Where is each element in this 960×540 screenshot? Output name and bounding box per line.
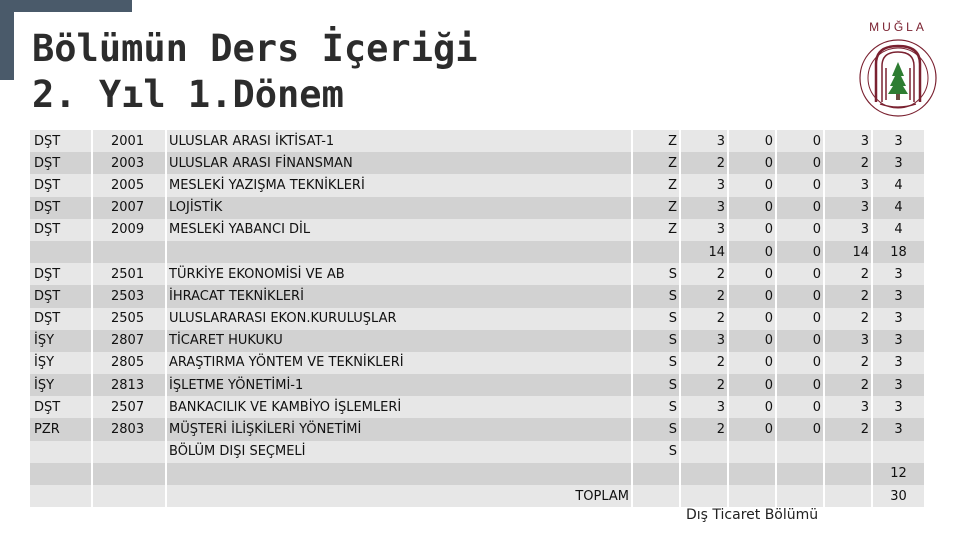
course-prefix-cell: DŞT: [30, 130, 92, 152]
course-name-cell: İŞLETME YÖNETİMİ-1: [166, 374, 632, 396]
credit-cell: 3: [824, 130, 872, 152]
course-table: [30, 130, 924, 507]
ects-cell: 4: [872, 197, 924, 219]
theory-hours-cell: 3: [680, 130, 728, 152]
course-prefix-cell: İŞY: [30, 374, 92, 396]
course-type-cell: S: [632, 352, 680, 374]
course-prefix-cell: DŞT: [30, 152, 92, 174]
theory-hours-cell: 2: [680, 263, 728, 285]
ects-cell: 4: [872, 174, 924, 196]
course-name-cell: [166, 241, 632, 263]
practice-hours-cell: 0: [728, 308, 776, 330]
course-number-cell: 2005: [92, 174, 166, 196]
ects-cell: 3: [872, 330, 924, 352]
course-prefix-cell: DŞT: [30, 197, 92, 219]
course-type-cell: [632, 463, 680, 485]
practice-hours-cell: 0: [728, 396, 776, 418]
table-row: [30, 174, 924, 196]
practice-hours-cell: [728, 463, 776, 485]
course-name-cell: TÜRKİYE EKONOMİSİ VE AB: [166, 263, 632, 285]
course-number-cell: 2003: [92, 152, 166, 174]
logo-emblem-icon: [856, 20, 940, 118]
lab-hours-cell: [776, 441, 824, 463]
ects-cell: 18: [872, 241, 924, 263]
course-name-cell: ULUSLARARASI EKON.KURULUŞLAR: [166, 308, 632, 330]
course-prefix-cell: DŞT: [30, 219, 92, 241]
ects-cell: 3: [872, 418, 924, 440]
logo-wordmark: MUĞLA: [869, 20, 927, 34]
table-row: [30, 352, 924, 374]
course-prefix-cell: DŞT: [30, 396, 92, 418]
course-prefix-cell: [30, 463, 92, 485]
course-prefix-cell: İŞY: [30, 330, 92, 352]
course-number-cell: 2505: [92, 308, 166, 330]
course-prefix-cell: DŞT: [30, 308, 92, 330]
course-name-cell: ARAŞTIRMA YÖNTEM VE TEKNİKLERİ: [166, 352, 632, 374]
theory-hours-cell: 3: [680, 174, 728, 196]
ects-cell: 3: [872, 374, 924, 396]
credit-cell: 2: [824, 352, 872, 374]
table-row: [30, 130, 924, 152]
course-type-cell: [632, 241, 680, 263]
course-number-cell: 2805: [92, 352, 166, 374]
course-type-cell: S: [632, 285, 680, 307]
course-name-cell: TİCARET HUKUKU: [166, 330, 632, 352]
table-row: [30, 441, 924, 463]
lab-hours-cell: 0: [776, 418, 824, 440]
lab-hours-cell: 0: [776, 152, 824, 174]
course-number-cell: 2007: [92, 197, 166, 219]
course-prefix-cell: PZR: [30, 418, 92, 440]
theory-hours-cell: [680, 485, 728, 507]
theory-hours-cell: [680, 441, 728, 463]
course-name-cell: LOJİSTİK: [166, 197, 632, 219]
ects-cell: 3: [872, 285, 924, 307]
page-title: [32, 26, 478, 118]
course-name-cell: ULUSLAR ARASI FİNANSMAN: [166, 152, 632, 174]
course-name-cell: ULUSLAR ARASI İKTİSAT-1: [166, 130, 632, 152]
practice-hours-cell: 0: [728, 130, 776, 152]
table-row: [30, 396, 924, 418]
course-number-cell: 2501: [92, 263, 166, 285]
table-row: [30, 418, 924, 440]
practice-hours-cell: 0: [728, 241, 776, 263]
table-row: [30, 308, 924, 330]
ects-cell: 3: [872, 308, 924, 330]
course-number-cell: [92, 485, 166, 507]
course-prefix-cell: DŞT: [30, 263, 92, 285]
practice-hours-cell: 0: [728, 174, 776, 196]
credit-cell: 3: [824, 396, 872, 418]
practice-hours-cell: 0: [728, 285, 776, 307]
course-type-cell: Z: [632, 219, 680, 241]
practice-hours-cell: 0: [728, 330, 776, 352]
course-type-cell: Z: [632, 174, 680, 196]
course-prefix-cell: İŞY: [30, 352, 92, 374]
ects-cell: 30: [872, 485, 924, 507]
title-line-2: 2. Yıl 1.Dönem: [32, 73, 344, 116]
lab-hours-cell: 0: [776, 352, 824, 374]
practice-hours-cell: 0: [728, 152, 776, 174]
credit-cell: [824, 441, 872, 463]
course-type-cell: S: [632, 263, 680, 285]
course-number-cell: 2009: [92, 219, 166, 241]
table-row: [30, 219, 924, 241]
theory-hours-cell: 3: [680, 219, 728, 241]
theory-hours-cell: 3: [680, 330, 728, 352]
course-number-cell: [92, 463, 166, 485]
credit-cell: 3: [824, 197, 872, 219]
table-row: [30, 152, 924, 174]
university-logo: [856, 20, 940, 118]
ects-cell: 3: [872, 130, 924, 152]
ects-cell: 12: [872, 463, 924, 485]
credit-cell: 2: [824, 418, 872, 440]
table-row: [30, 463, 924, 485]
practice-hours-cell: 0: [728, 374, 776, 396]
practice-hours-cell: 0: [728, 263, 776, 285]
lab-hours-cell: 0: [776, 330, 824, 352]
course-name-cell: İHRACAT TEKNİKLERİ: [166, 285, 632, 307]
lab-hours-cell: 0: [776, 241, 824, 263]
lab-hours-cell: [776, 485, 824, 507]
course-type-cell: S: [632, 308, 680, 330]
theory-hours-cell: 3: [680, 396, 728, 418]
credit-cell: 3: [824, 330, 872, 352]
practice-hours-cell: [728, 441, 776, 463]
corner-accent-bar: [0, 0, 132, 12]
lab-hours-cell: [776, 463, 824, 485]
course-prefix-cell: DŞT: [30, 174, 92, 196]
credit-cell: 2: [824, 285, 872, 307]
theory-hours-cell: 2: [680, 352, 728, 374]
course-name-cell: BANKACILIK VE KAMBİYO İŞLEMLERİ: [166, 396, 632, 418]
practice-hours-cell: 0: [728, 219, 776, 241]
course-type-cell: Z: [632, 152, 680, 174]
table-row: [30, 197, 924, 219]
course-type-cell: [632, 485, 680, 507]
corner-accent-side: [0, 0, 14, 80]
theory-hours-cell: [680, 463, 728, 485]
theory-hours-cell: 2: [680, 308, 728, 330]
lab-hours-cell: 0: [776, 197, 824, 219]
theory-hours-cell: 14: [680, 241, 728, 263]
credit-cell: [824, 485, 872, 507]
table-row: [30, 241, 924, 263]
course-name-cell: MÜŞTERİ İLİŞKİLERİ YÖNETİMİ: [166, 418, 632, 440]
lab-hours-cell: 0: [776, 396, 824, 418]
ects-cell: 3: [872, 352, 924, 374]
course-prefix-cell: [30, 485, 92, 507]
lab-hours-cell: 0: [776, 374, 824, 396]
course-number-cell: 2001: [92, 130, 166, 152]
credit-cell: 14: [824, 241, 872, 263]
practice-hours-cell: 0: [728, 197, 776, 219]
title-line-1: Bölümün Ders İçeriği: [32, 27, 478, 70]
theory-hours-cell: 2: [680, 152, 728, 174]
course-number-cell: 2813: [92, 374, 166, 396]
course-number-cell: 2503: [92, 285, 166, 307]
practice-hours-cell: 0: [728, 352, 776, 374]
theory-hours-cell: 2: [680, 418, 728, 440]
credit-cell: 2: [824, 308, 872, 330]
course-type-cell: S: [632, 396, 680, 418]
credit-cell: 2: [824, 374, 872, 396]
theory-hours-cell: 2: [680, 285, 728, 307]
practice-hours-cell: [728, 485, 776, 507]
course-type-cell: Z: [632, 197, 680, 219]
table-row: [30, 285, 924, 307]
ects-cell: 3: [872, 396, 924, 418]
course-type-cell: Z: [632, 130, 680, 152]
course-number-cell: [92, 241, 166, 263]
credit-cell: 2: [824, 263, 872, 285]
course-name-cell: MESLEKİ YAZIŞMA TEKNİKLERİ: [166, 174, 632, 196]
table-row: [30, 330, 924, 352]
table-row: [30, 374, 924, 396]
department-footer: Dış Ticaret Bölümü: [686, 507, 819, 523]
course-prefix-cell: DŞT: [30, 285, 92, 307]
course-type-cell: S: [632, 418, 680, 440]
course-name-cell: MESLEKİ YABANCI DİL: [166, 219, 632, 241]
course-number-cell: [92, 441, 166, 463]
theory-hours-cell: 2: [680, 374, 728, 396]
table-row: [30, 485, 924, 507]
lab-hours-cell: 0: [776, 130, 824, 152]
ects-cell: 4: [872, 219, 924, 241]
lab-hours-cell: 0: [776, 219, 824, 241]
credit-cell: [824, 463, 872, 485]
course-prefix-cell: [30, 441, 92, 463]
table-row: [30, 263, 924, 285]
practice-hours-cell: 0: [728, 418, 776, 440]
course-number-cell: 2507: [92, 396, 166, 418]
course-name-cell: TOPLAM: [166, 485, 632, 507]
theory-hours-cell: 3: [680, 197, 728, 219]
course-name-cell: BÖLÜM DIŞI SEÇMELİ: [166, 441, 632, 463]
ects-cell: 3: [872, 263, 924, 285]
course-prefix-cell: [30, 241, 92, 263]
course-number-cell: 2803: [92, 418, 166, 440]
course-type-cell: S: [632, 374, 680, 396]
course-name-cell: [166, 463, 632, 485]
credit-cell: 2: [824, 152, 872, 174]
credit-cell: 3: [824, 219, 872, 241]
course-number-cell: 2807: [92, 330, 166, 352]
credit-cell: 3: [824, 174, 872, 196]
lab-hours-cell: 0: [776, 263, 824, 285]
course-type-cell: S: [632, 441, 680, 463]
lab-hours-cell: 0: [776, 308, 824, 330]
ects-cell: 3: [872, 152, 924, 174]
lab-hours-cell: 0: [776, 285, 824, 307]
ects-cell: [872, 441, 924, 463]
lab-hours-cell: 0: [776, 174, 824, 196]
course-type-cell: S: [632, 330, 680, 352]
